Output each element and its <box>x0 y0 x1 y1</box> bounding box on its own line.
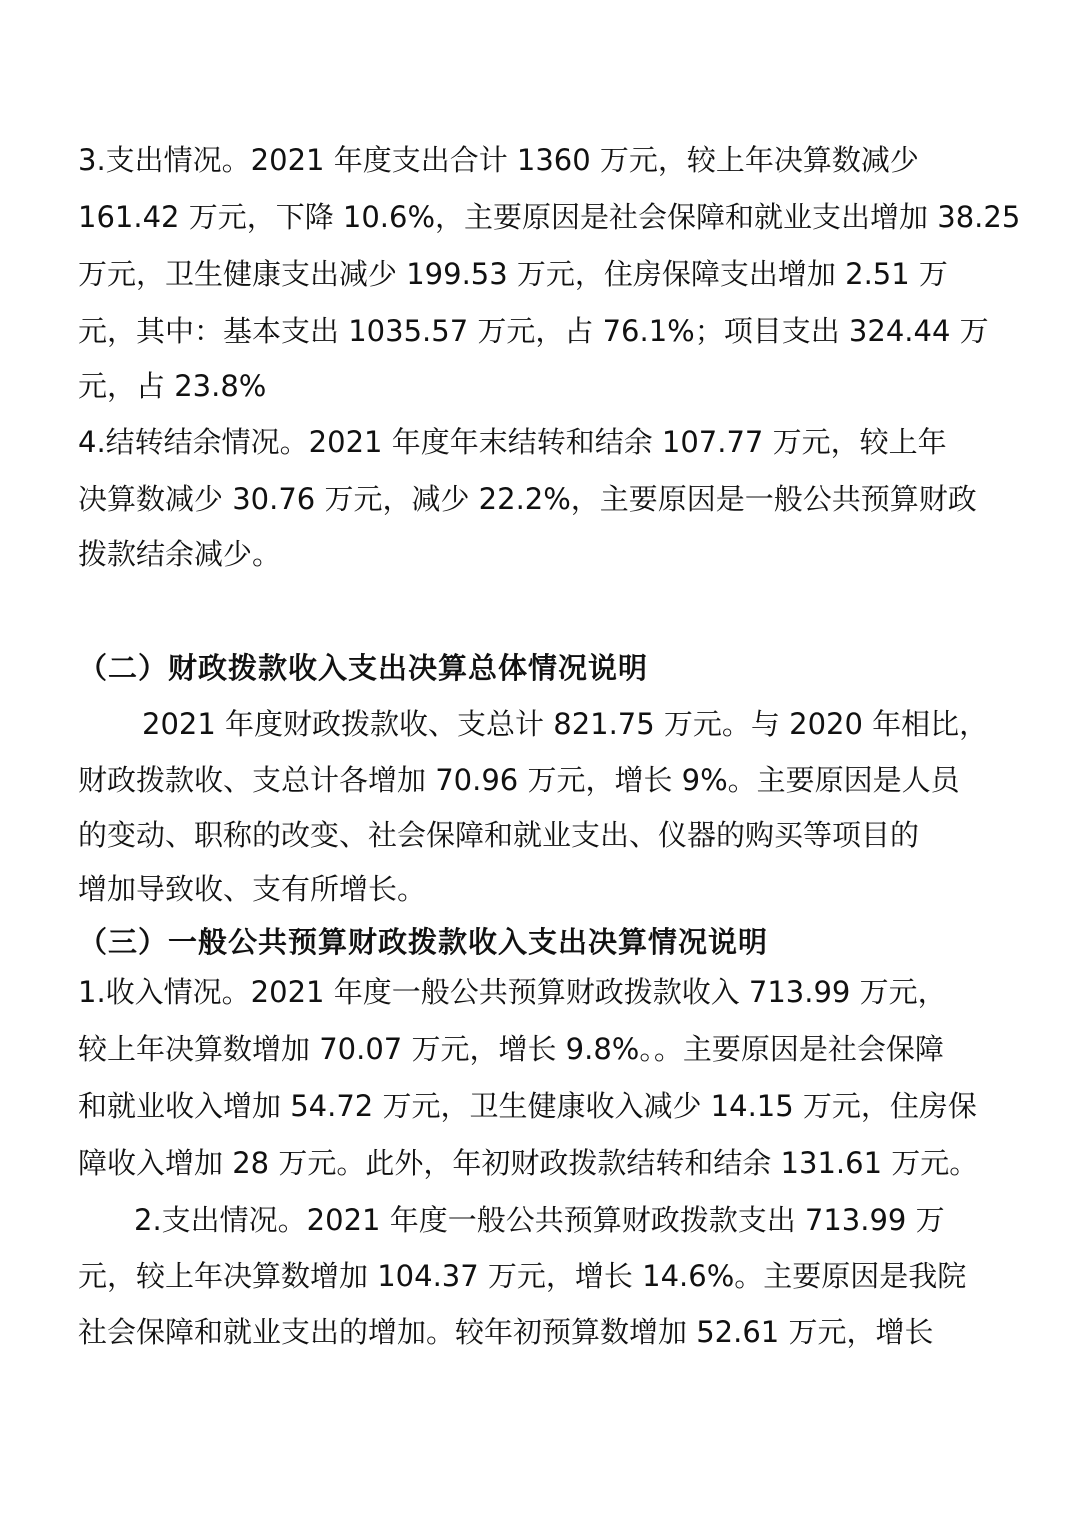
paragraph-line: 4.结转结余情况。2021 年度年末结转和结余 107.77 万元，较上年 <box>78 425 947 459</box>
paragraph-line: 万元，卫生健康支出减少 199.53 万元，住房保障支出增加 2.51 万 <box>78 257 948 291</box>
paragraph-line: 决算数减少 30.76 万元，减少 22.2%，主要原因是一般公共预算财政 <box>78 482 977 516</box>
paragraph-line: 2.支出情况。2021 年度一般公共预算财政拨款支出 713.99 万 <box>134 1203 945 1237</box>
paragraph-line: 社会保障和就业支出的增加。较年初预算数增加 52.61 万元，增长 <box>78 1315 934 1349</box>
paragraph-line: 3.支出情况。2021 年度支出合计 1360 万元，较上年决算数减少 <box>78 143 919 177</box>
paragraph-line: 161.42 万元，下降 10.6%，主要原因是社会保障和就业支出增加 38.25 <box>78 200 1021 234</box>
paragraph-line: 元，较上年决算数增加 104.37 万元，增长 14.6%。主要原因是我院 <box>78 1259 967 1293</box>
paragraph-line: 和就业收入增加 54.72 万元，卫生健康收入减少 14.15 万元，住房保 <box>78 1089 977 1123</box>
paragraph-line: 的变动、职称的改变、社会保障和就业支出、仪器的购买等项目的 <box>78 818 920 852</box>
paragraph-line: 较上年决算数增加 70.07 万元，增长 9.8%。。主要原因是社会保障 <box>78 1032 944 1066</box>
paragraph-line: 2021 年度财政拨款收、支总计 821.75 万元。与 2020 年相比， <box>142 707 989 741</box>
paragraph-line: 元，占 23.8% <box>78 369 267 403</box>
section-heading: （二）财政拨款收入支出决算总体情况说明 <box>78 651 649 685</box>
paragraph-line: 财政拨款收、支总计各增加 70.96 万元，增长 9%。主要原因是人员 <box>78 763 960 797</box>
paragraph-line: 增加导致收、支有所增长。 <box>78 872 427 906</box>
paragraph-line: 障收入增加 28 万元。此外，年初财政拨款结转和结余 131.61 万元。 <box>78 1146 979 1180</box>
paragraph-line: 1.收入情况。2021 年度一般公共预算财政拨款收入 713.99 万元， <box>78 975 947 1009</box>
paragraph-line: 元，其中：基本支出 1035.57 万元，占 76.1%；项目支出 324.44 万 <box>78 314 989 348</box>
section-heading: （三）一般公共预算财政拨款收入支出决算情况说明 <box>78 925 769 959</box>
paragraph-line: 拨款结余减少。 <box>78 537 282 571</box>
